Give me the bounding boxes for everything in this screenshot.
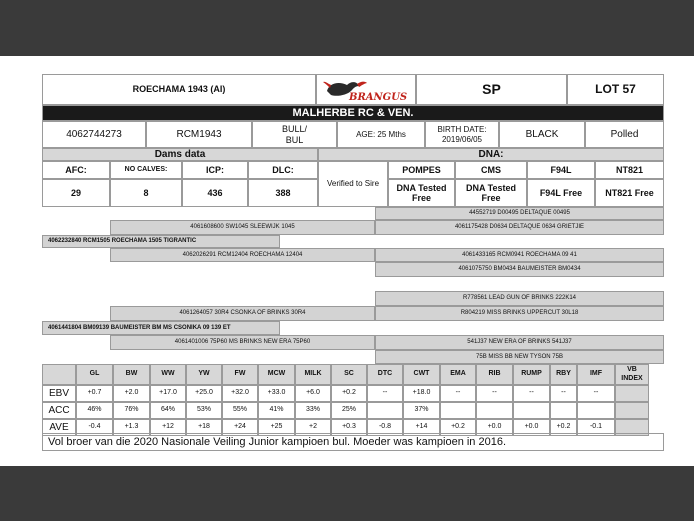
pedigree-dd: 4061401006 75P60 MS BRINKS NEW ERA 75P60	[110, 335, 375, 350]
sex: BULL/ BUL	[252, 121, 337, 148]
trait-cell: --	[577, 385, 615, 402]
trait-header: EMA	[440, 364, 476, 385]
trait-header: IMF	[577, 364, 615, 385]
trait-cell	[550, 402, 577, 419]
trait-header: GL	[76, 364, 113, 385]
trait-header: SC	[331, 364, 367, 385]
trait-cell: +12	[150, 419, 186, 436]
pedigree-sds: 4061433165 RCM0941 ROECHAMA 09 41	[375, 248, 664, 262]
trait-header: MCW	[258, 364, 295, 385]
trait-header: FW	[222, 364, 258, 385]
pedigree-sdd: 4061075750 BM0434 BAUMEISTER BM0434	[375, 262, 664, 277]
nt821-label: NT821	[595, 161, 664, 179]
nt821-result: NT821 Free	[595, 179, 664, 207]
trait-cell: 33%	[295, 402, 331, 419]
trait-cell: 25%	[331, 402, 367, 419]
trait-cell: +25	[258, 419, 295, 436]
trait-cell: --	[550, 385, 577, 402]
f94l-label: F94L	[527, 161, 595, 179]
trait-cell: +33.0	[258, 385, 295, 402]
id-number: 4062744273	[42, 121, 146, 148]
trait-cell: +25.0	[186, 385, 222, 402]
trait-header: DTC	[367, 364, 403, 385]
icp-label: ICP:	[182, 161, 248, 179]
pedigree-sss: 44552719 D00495 DELTAQUE 00495	[375, 207, 664, 220]
trait-cell: +2.0	[113, 385, 150, 402]
birth-date: 2019/06/05	[441, 134, 483, 144]
trait-cell	[367, 402, 403, 419]
trait-header: VB INDEX	[615, 364, 649, 385]
dams-data-title: Dams data	[42, 148, 318, 161]
trait-cell: +0.0	[476, 419, 513, 436]
trait-cell: 76%	[113, 402, 150, 419]
horn-status: Polled	[585, 121, 664, 148]
breeder-name: MALHERBE RC & VEN.	[42, 105, 664, 121]
calves-value: 8	[110, 179, 182, 207]
pedigree-sire: 4062232840 RCM1505 ROECHAMA 1505 TIGRANTIC	[42, 235, 280, 248]
f94l-result: F94L Free	[527, 179, 595, 207]
trait-header: CWT	[403, 364, 440, 385]
icp-value: 436	[182, 179, 248, 207]
verified-to-sire: Verified to Sire	[318, 161, 388, 207]
pedigree-ss: 4061608600 SW1045 SLEEWIJK 1045	[110, 220, 375, 235]
bull-logo-icon	[321, 77, 411, 103]
trait-cell: 55%	[222, 402, 258, 419]
pedigree-dam: 4061441804 BM09139 BAUMEISTER BM MS CSONIKA 09 139 ET	[42, 321, 280, 335]
birth-date-cell	[425, 121, 499, 148]
trait-header: BW	[113, 364, 150, 385]
bottom-bar	[0, 466, 694, 521]
trait-cell: --	[440, 385, 476, 402]
trait-header: RIB	[476, 364, 513, 385]
trait-cell	[440, 402, 476, 419]
lot-sheet	[0, 56, 694, 466]
trait-row-label: EBV	[42, 385, 76, 402]
calves-label: NO CALVES:	[110, 161, 182, 179]
trait-cell: +6.0	[295, 385, 331, 402]
trait-cell: -0.8	[367, 419, 403, 436]
trait-row-label: AVE	[42, 419, 76, 436]
logo-text: BRANGUS	[349, 91, 408, 103]
pedigree-ds: 4061264057 30R4 CSONKA OF BRINKS 30R4	[110, 306, 375, 321]
trait-cell: +2	[295, 419, 331, 436]
pedigree-dss: R778561 LEAD GUN OF BRINKS 222K14	[375, 291, 664, 306]
trait-cell: +24	[222, 419, 258, 436]
trait-header: WW	[150, 364, 186, 385]
trait-cell: --	[367, 385, 403, 402]
dlc-label: DLC:	[248, 161, 318, 179]
trait-cell: +14	[403, 419, 440, 436]
trait-cell: --	[513, 385, 550, 402]
trait-cell	[615, 385, 649, 402]
trait-cell: 37%	[403, 402, 440, 419]
dna-title: DNA:	[318, 148, 664, 161]
trait-header: YW	[186, 364, 222, 385]
trait-cell: +32.0	[222, 385, 258, 402]
trait-cell: +0.2	[440, 419, 476, 436]
cms-label: CMS	[455, 161, 527, 179]
trait-cell: +0.2	[331, 385, 367, 402]
trait-cell: 64%	[150, 402, 186, 419]
trait-cell	[615, 402, 649, 419]
trait-header: MILK	[295, 364, 331, 385]
trait-cell: +17.0	[150, 385, 186, 402]
reg-code: RCM1943	[146, 121, 252, 148]
trait-header: RUMP	[513, 364, 550, 385]
trait-row-label: ACC	[42, 402, 76, 419]
trait-cell: -0.1	[577, 419, 615, 436]
trait-cell: 46%	[76, 402, 113, 419]
grade: SP	[416, 74, 567, 105]
trait-cell: 41%	[258, 402, 295, 419]
dlc-value: 388	[248, 179, 318, 207]
afc-value: 29	[42, 179, 110, 207]
animal-name: ROECHAMA 1943 (AI)	[42, 74, 316, 105]
trait-cell: +18.0	[403, 385, 440, 402]
trait-cell	[513, 402, 550, 419]
trait-cell: -0.4	[76, 419, 113, 436]
afc-label: AFC:	[42, 161, 110, 179]
pedigree-sd: 4062026291 RCM12404 ROECHAMA 12404	[110, 248, 375, 262]
color: BLACK	[499, 121, 585, 148]
top-bar	[0, 0, 694, 56]
trait-cell	[476, 402, 513, 419]
trait-cell: +1.3	[113, 419, 150, 436]
pompes-label: POMPES	[388, 161, 455, 179]
trait-cell: 53%	[186, 402, 222, 419]
brangus-logo	[316, 74, 416, 105]
pedigree-ssd: 4061175428 D0634 DELTAQUE 0634 GRIETJIE	[375, 220, 664, 235]
trait-cell: +18	[186, 419, 222, 436]
comment: Vol broer van die 2020 Nasionale Veiling Junior kampioen bul. Moeder was kampioen in 2016.	[42, 433, 664, 451]
trait-cell: +0.7	[76, 385, 113, 402]
pedigree-ddd: 75B MISS BB NEW TYSON 75B	[375, 350, 664, 364]
age: AGE: 25 Mths	[337, 121, 425, 148]
pedigree-dsd: R804219 MISS BRINKS UPPERCUT 30L18	[375, 306, 664, 321]
trait-cell: --	[476, 385, 513, 402]
birth-date-label: BIRTH DATE:	[437, 125, 487, 135]
trait-cell: +0.2	[550, 419, 577, 436]
trait-header: RBY	[550, 364, 577, 385]
trait-cell	[577, 402, 615, 419]
trait-cell: +0.3	[331, 419, 367, 436]
traits-corner	[42, 364, 76, 385]
cms-result: DNA Tested Free	[455, 179, 527, 207]
pedigree-dds: 541J37 NEW ERA OF BRINKS 541J37	[375, 335, 664, 350]
lot-number: LOT 57	[567, 74, 664, 105]
trait-cell: +0.0	[513, 419, 550, 436]
pompes-result: DNA Tested Free	[388, 179, 455, 207]
